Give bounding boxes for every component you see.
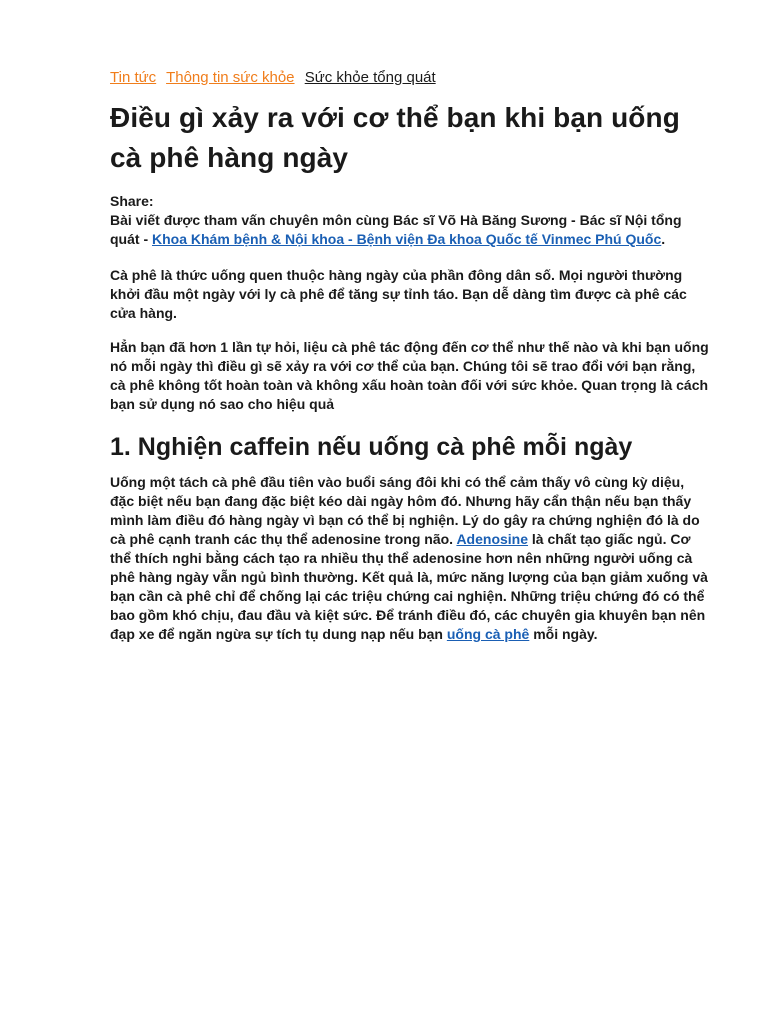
consultation-suffix: . (661, 231, 666, 247)
article-page (110, 66, 710, 659)
intro-paragraph-1: Cà phê là thức uống quen thuộc hàng ngày của phần đông dân số. Mọi người thường khởi đầu một ngày với ly cà phê để tăng sự tỉnh táo. Bạn dễ dàng tìm được cà phê các cửa hàng. (110, 267, 687, 321)
department-link[interactable]: Khoa Khám bệnh & Nội khoa - Bệnh viện Đa khoa Quốc tế Vinmec Phú Quốc (152, 231, 662, 247)
section-1-paragraph (110, 473, 710, 644)
intro-paragraph-2: Hẳn bạn đã hơn 1 lần tự hỏi, liệu cà phê tác động đến cơ thể như thế nào và khi bạn uống nó mỗi ngày thì điều gì sẽ xảy ra với cơ thể của bạn. Chúng tôi sẽ trao đổi với bạn rằng, cà phê không tốt hoàn toàn và không xấu hoàn toàn đối với sức khỏe. Quan trọng là cách bạn sử dụng nó sao cho hiệu quả (110, 339, 709, 412)
breadcrumb-general-health-link[interactable]: Sức khỏe tổng quát (304, 69, 436, 86)
drink-coffee-link[interactable]: uống cà phê (446, 626, 530, 642)
consultation-text: Bài viết được tham vấn chuyên môn cùng Bác sĩ Võ Hà Băng Sương - Bác sĩ Nội tổng quát - (110, 212, 682, 247)
adenosine-link[interactable]: Adenosine (456, 531, 529, 547)
section-1-text-part2: là chất tạo giấc ngủ. Cơ thể thích nghi bằng cách tạo ra nhiều thụ thể adenosine hơn nên những người uống cà phê hàng ngày vẫn ngủ bình thường. Kết quả là, mức năng lượng của bạn giảm xuống và bạn cần cà phê chỉ để chống lại các triệu chứng cai nghiện. Những triệu chứng đó có thể bao gồm khó chịu, đau đầu và kiệt sức. Để tránh điều đó, các chuyên gia khuyên bạn nên đạp xe để ngăn ngừa sự tích tụ dung nạp nếu bạn (110, 531, 708, 642)
breadcrumb (110, 66, 710, 90)
article-title: Điều gì xảy ra với cơ thể bạn khi bạn uống cà phê hàng ngày (110, 102, 680, 173)
consultation-note (110, 211, 710, 249)
section-1-heading: 1. Nghiện caffein nếu uống cà phê mỗi ngày (110, 433, 633, 461)
breadcrumb-news-link[interactable]: Tin tức (110, 69, 157, 86)
share-label: Share: (110, 193, 154, 209)
section-1-text-part3: mỗi ngày. (529, 626, 598, 642)
breadcrumb-health-info-link[interactable]: Thông tin sức khỏe (166, 69, 295, 86)
section-1-text-part1: Uống một tách cà phê đầu tiên vào buổi sáng đôi khi có thể cảm thấy vô cùng kỳ diệu, đặc biệt nếu bạn đang đặc biệt kéo dài ngày hôm đó. Nhưng hãy cẩn thận nếu bạn thấy mình làm điều đó hàng ngày vì bạn có thể bị nghiện. Lý do gây ra chứng nghiện đó là do cà phê cạnh tranh các thụ thể adenosine trong não. (110, 474, 700, 547)
